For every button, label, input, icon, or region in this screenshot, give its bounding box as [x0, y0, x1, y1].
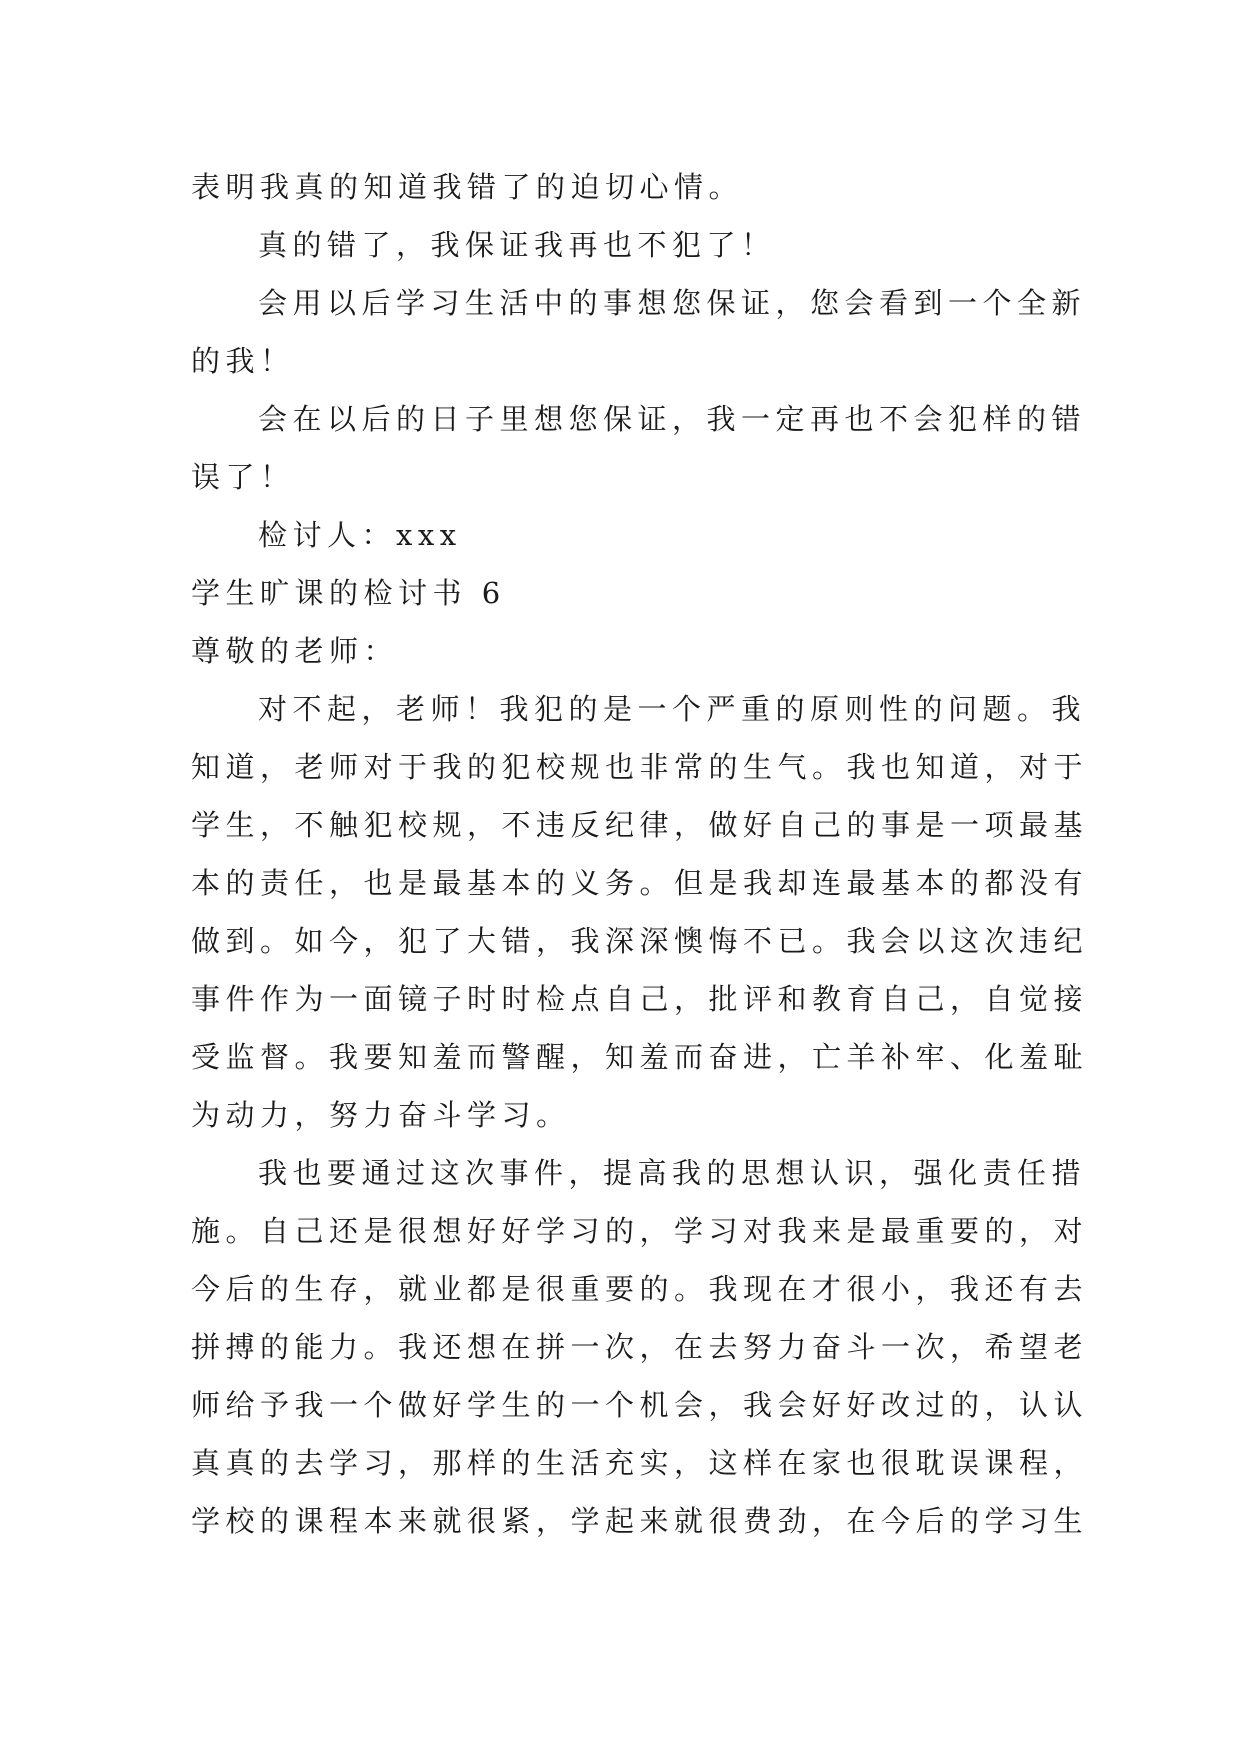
text-line: 事件作为一面镜子时时检点自己，批评和教育自己，自觉接 [191, 982, 1089, 1016]
text-line: 学校的课程本来就很紧，学起来就很费劲，在今后的学习生 [191, 1504, 1089, 1538]
text-line: 师给予我一个做好学生的一个机会，我会好好改过的，认认 [191, 1388, 1089, 1422]
text-line: 的我！ [191, 344, 295, 378]
text-line: 误了！ [191, 460, 295, 494]
text-line: 受监督。我要知羞而警醒，知羞而奋进，亡羊补牢、化羞耻 [191, 1040, 1089, 1074]
text-line: 拼搏的能力。我还想在拼一次，在去努力奋斗一次，希望老 [191, 1330, 1089, 1364]
text-line: 会用以后学习生活中的事想您保证，您会看到一个全新 [258, 286, 1087, 320]
text-line: 对不起，老师！我犯的是一个严重的原则性的问题。我 [258, 692, 1087, 726]
text-line: 知道，老师对于我的犯校规也非常的生气。我也知道，对于 [191, 750, 1089, 784]
text-line: 学生，不触犯校规，不违反纪律，做好自己的事是一项最基 [191, 808, 1089, 842]
text-line: 会在以后的日子里想您保证，我一定再也不会犯样的错 [258, 402, 1087, 436]
text-line: 我也要通过这次事件，提高我的思想认识，强化责任措 [258, 1156, 1087, 1190]
text-line: 本的责任，也是最基本的义务。但是我却连最基本的都没有 [191, 866, 1089, 900]
text-line: 为动力，努力奋斗学习。 [191, 1098, 571, 1132]
document-body [191, 158, 1089, 1550]
text-line: 真真的去学习，那样的生活充实，这样在家也很耽误课程， [191, 1446, 1089, 1480]
text-line: 做到。如今，犯了大错，我深深懊悔不已。我会以这次违纪 [191, 924, 1089, 958]
salutation: 尊敬的老师： [191, 634, 399, 668]
section-title: 学生旷课的检讨书 6 [191, 576, 506, 610]
text-line: 表明我真的知道我错了的迫切心情。 [191, 170, 744, 204]
text-line: 真的错了，我保证我再也不犯了！ [258, 228, 776, 262]
text-line: 今后的生存，就业都是很重要的。我现在才很小，我还有去 [191, 1272, 1089, 1306]
text-line: 施。自己还是很想好好学习的，学习对我来是最重要的，对 [191, 1214, 1089, 1248]
signature-line: 检讨人：xxx [258, 518, 462, 552]
